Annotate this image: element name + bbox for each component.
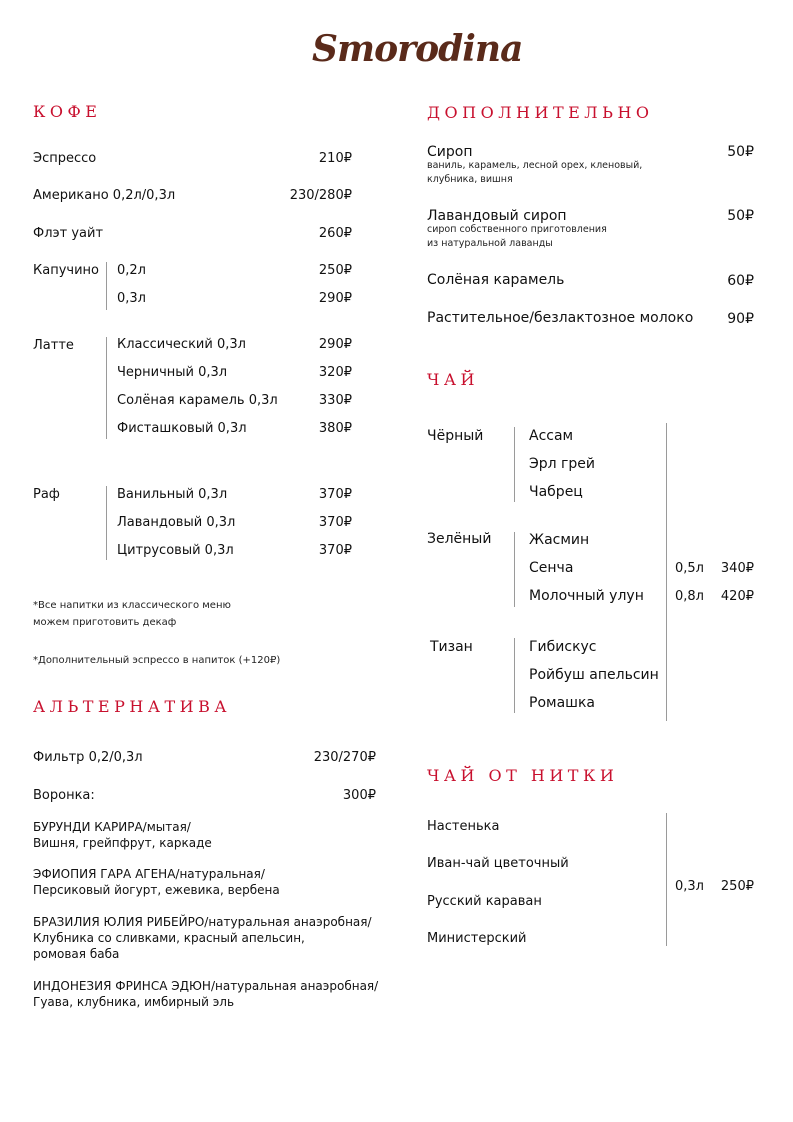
bean-notes: Гуава, клубника, имбирный эль xyxy=(33,995,235,1009)
salted-caramel-price: 60₽ xyxy=(727,273,754,289)
latte-price: 320₽ xyxy=(318,365,352,380)
tea-item: Ромашка xyxy=(529,695,595,711)
latte-variant: Классический 0,3л xyxy=(117,337,246,352)
plant-milk-price: 90₽ xyxy=(727,311,754,327)
tea-group-black: Чёрный xyxy=(427,428,484,444)
cappuccino-price: 290₽ xyxy=(318,291,352,306)
tea-item: Эрл грей xyxy=(529,456,596,472)
raf-price: 370₽ xyxy=(318,487,352,502)
tea-green-divider xyxy=(514,532,515,607)
tea-string-item: Настенька xyxy=(427,819,500,834)
cappuccino-size: 0,2л xyxy=(117,263,146,278)
tea-item: Жасмин xyxy=(529,532,590,548)
tea-string-divider xyxy=(666,813,667,946)
decaf-note: *Все напитки из классического меню xyxy=(33,600,231,611)
lavender-syrup-desc: сироп собственного приготовления xyxy=(427,224,607,235)
bean-title: ЭФИОПИЯ ГАРА АГЕНА/натуральная/ xyxy=(33,867,265,881)
latte-price: 380₽ xyxy=(318,421,352,436)
raf-divider xyxy=(106,486,107,560)
tea-size: 0,5л xyxy=(675,561,704,576)
section-title-coffee: КОФЕ xyxy=(33,102,102,121)
funnel-price: 300₽ xyxy=(342,788,376,803)
lavender-syrup-price: 50₽ xyxy=(727,208,754,224)
plant-milk-name: Растительное/безлактозное молоко xyxy=(427,310,694,326)
flat-white-name: Флэт уайт xyxy=(33,226,104,241)
tea-price: 420₽ xyxy=(720,589,754,604)
tea-size: 0,8л xyxy=(675,589,704,604)
tea-item: Ройбуш апельсин xyxy=(529,667,659,683)
raf-price: 370₽ xyxy=(318,543,352,558)
filter-price: 230/270₽ xyxy=(313,750,376,765)
tea-price-divider xyxy=(666,423,667,721)
americano-price: 230/280₽ xyxy=(289,188,352,203)
cappuccino-divider xyxy=(106,262,107,310)
bean-title: ИНДОНЕЗИЯ ФРИНСА ЭДЮН/натуральная анаэробная/ xyxy=(33,979,379,993)
tea-item: Ассам xyxy=(529,428,574,444)
raf-variant: Лавандовый 0,3л xyxy=(117,515,236,530)
brand-logo: Smorodina xyxy=(312,28,523,70)
bean-title: БУРУНДИ КАРИРА/мытая/ xyxy=(33,820,191,834)
latte-variant: Черничный 0,3л xyxy=(117,365,228,380)
tea-item: Сенча xyxy=(529,560,574,576)
tea-group-tisane: Тизан xyxy=(430,639,473,655)
syrup-price: 50₽ xyxy=(727,144,754,160)
decaf-note: можем приготовить декаф xyxy=(33,617,177,628)
section-title-alternative: АЛЬТЕРНАТИВА xyxy=(33,697,231,716)
cappuccino-price: 250₽ xyxy=(318,263,352,278)
lavender-syrup-desc: из натуральной лаванды xyxy=(427,238,553,249)
bean-notes: Вишня, грейпфрут, каркаде xyxy=(33,836,212,850)
cappuccino-name: Капучино xyxy=(33,263,99,278)
bean-notes: Персиковый йогурт, ежевика, вербена xyxy=(33,883,280,897)
tea-item: Гибискус xyxy=(529,639,597,655)
latte-name: Латте xyxy=(33,338,74,353)
tea-price: 340₽ xyxy=(720,561,754,576)
flat-white-price: 260₽ xyxy=(318,226,352,241)
tea-item: Чабрец xyxy=(529,484,583,500)
section-title-extra: ДОПОЛНИТЕЛЬНО xyxy=(427,103,654,122)
tea-string-size: 0,3л xyxy=(675,879,704,894)
syrup-name: Сироп xyxy=(427,144,473,160)
cappuccino-size: 0,3л xyxy=(117,291,146,306)
espresso-name: Эспрессо xyxy=(33,151,97,166)
tea-group-green: Зелёный xyxy=(427,531,492,547)
bean-notes: ромовая баба xyxy=(33,947,120,961)
latte-price: 290₽ xyxy=(318,337,352,352)
filter-name: Фильтр 0,2/0,3л xyxy=(33,750,143,765)
latte-divider xyxy=(106,337,107,439)
syrup-desc: клубника, вишня xyxy=(427,174,513,185)
tea-string-price: 250₽ xyxy=(720,879,754,894)
tea-black-divider xyxy=(514,427,515,502)
tea-string-item: Иван-чай цветочный xyxy=(427,856,569,871)
tea-string-item: Русский караван xyxy=(427,894,542,909)
section-title-tea-string: ЧАЙ ОТ НИТКИ xyxy=(427,766,619,785)
americano-name: Американо 0,2л/0,3л xyxy=(33,188,176,203)
funnel-name: Воронка: xyxy=(33,788,95,803)
syrup-desc: ваниль, карамель, лесной орех, кленовый, xyxy=(427,160,643,171)
bean-notes: Клубника со сливками, красный апельсин, xyxy=(33,931,305,945)
latte-price: 330₽ xyxy=(318,393,352,408)
raf-variant: Ванильный 0,3л xyxy=(117,487,228,502)
tea-tisane-divider xyxy=(514,638,515,713)
raf-variant: Цитрусовый 0,3л xyxy=(117,543,234,558)
tea-string-item: Министерский xyxy=(427,931,527,946)
raf-name: Раф xyxy=(33,487,60,502)
latte-variant: Солёная карамель 0,3л xyxy=(117,393,278,408)
latte-variant: Фисташковый 0,3л xyxy=(117,421,247,436)
espresso-price: 210₽ xyxy=(318,151,352,166)
lavender-syrup-name: Лавандовый сироп xyxy=(427,208,567,224)
raf-price: 370₽ xyxy=(318,515,352,530)
salted-caramel-name: Солёная карамель xyxy=(427,272,565,288)
tea-item: Молочный улун xyxy=(529,588,644,604)
bean-title: БРАЗИЛИЯ ЮЛИЯ РИБЕЙРО/натуральная анаэробная/ xyxy=(33,915,372,929)
extra-espresso-note: *Дополнительный эспрессо в напиток (+120₽) xyxy=(33,655,281,666)
section-title-tea: ЧАЙ xyxy=(427,370,479,389)
